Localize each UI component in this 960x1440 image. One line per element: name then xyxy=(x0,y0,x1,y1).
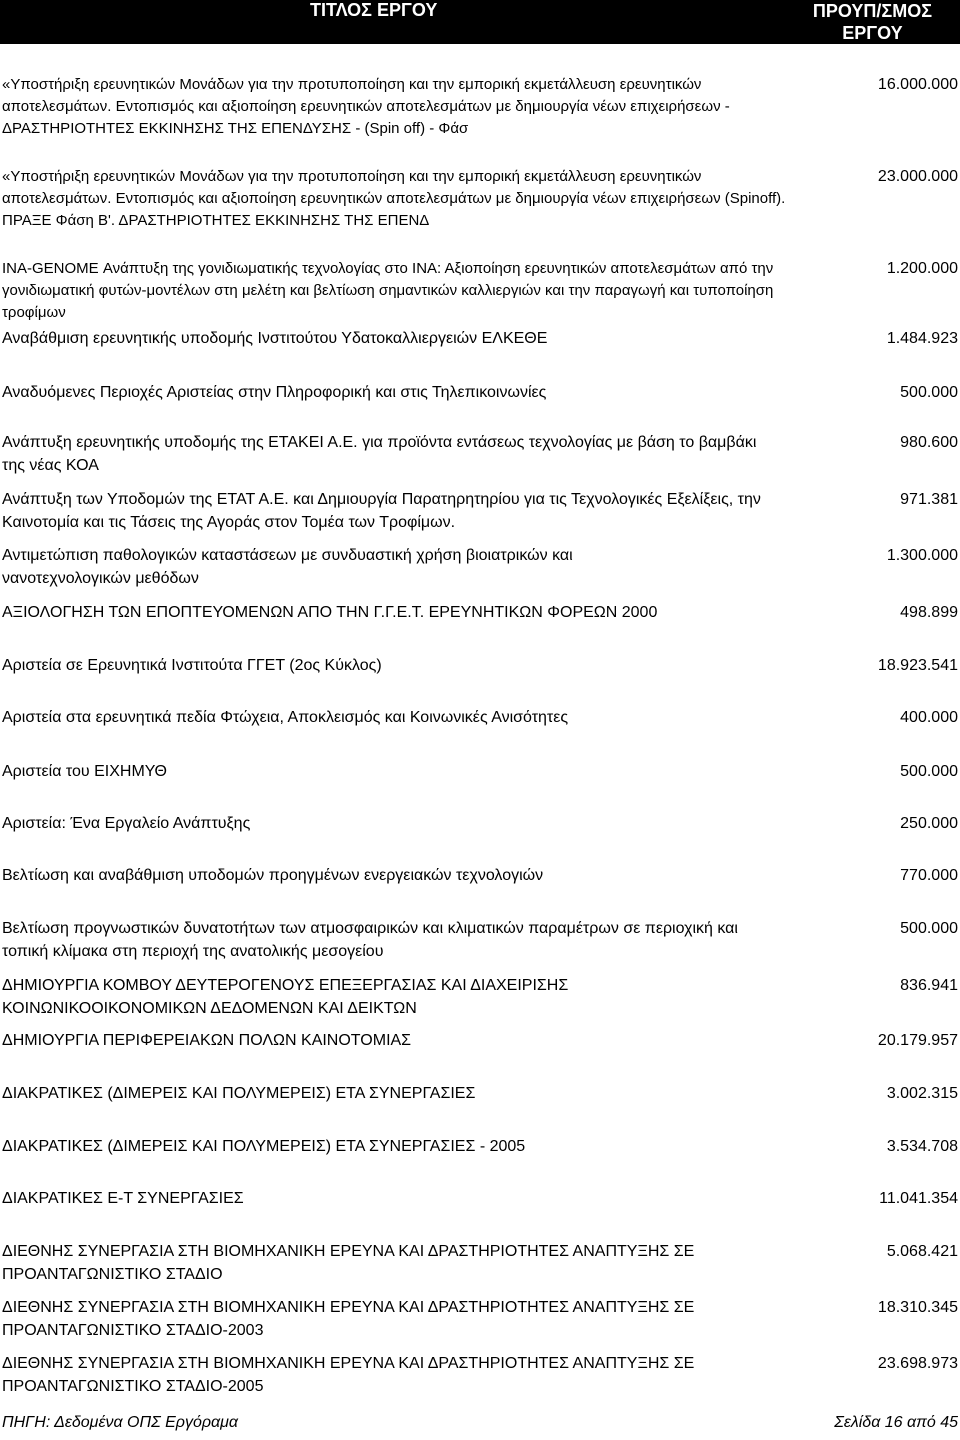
project-budget: 20.179.957 xyxy=(877,1032,958,1049)
source-note: ΠΗΓΗ: Δεδομένα ΟΠΣ Εργόραμα xyxy=(2,1414,239,1431)
project-budget: 500.000 xyxy=(900,763,958,780)
project-budget: 23.698.973 xyxy=(877,1355,958,1372)
project-title: Ανάπτυξη των Υποδομών της ΕΤΑΤ Α.Ε. και Δημιουργία Παρατηρητηρίου για τις Τεχνολογικές Εξελίξεις, την Καινοτομία και τις Τάσεις της Αγοράς στον Τομέα των Τροφίμων. xyxy=(2,491,761,531)
project-title: ΔΗΜΙΟΥΡΓΙΑ ΚΟΜΒΟΥ ΔΕΥΤΕΡΟΓΕΝΟΥΣ ΕΠΕΞΕΡΓΑΣΙΑΣ ΚΑΙ ΔΙΑΧΕΙΡΙΣΗΣ ΚΟΙΝΩΝΙΚΟΟΙΚΟΝΟΜΙΚΩΝ ΔΕΔΟΜΕΝΩΝ ΚΑΙ ΔΕΙΚΤΩΝ xyxy=(2,977,569,1017)
project-title: ΔΙΑΚΡΑΤΙΚΕΣ (ΔΙΜΕΡΕΙΣ ΚΑΙ ΠΟΛΥΜΕΡΕΙΣ) ΕΤΑ ΣΥΝΕΡΓΑΣΙΕΣ - 2005 xyxy=(2,1138,526,1155)
project-title: Βελτίωση προγνωστικών δυνατοτήτων των ατμοσφαιρικών και κλιματικών παραμέτρων σε περιοχική και τοπική κλίμακα στη περιοχή της ανατολικής μεσογείου xyxy=(2,920,738,960)
project-title: Αριστεία: Ένα Εργαλείο Ανάπτυξης xyxy=(2,815,251,832)
project-budget: 18.310.345 xyxy=(877,1299,958,1316)
project-budget: 836.941 xyxy=(900,977,958,994)
column-budget-heading-line2: ΕΡΓΟΥ xyxy=(842,23,903,43)
project-budget: 250.000 xyxy=(900,815,958,832)
project-title: Βελτίωση και αναβάθμιση υποδομών προηγμένων ενεργειακών τεχνολογιών xyxy=(2,867,544,884)
project-title: Αριστεία του ΕΙΧΗΜΥΘ xyxy=(2,763,167,780)
project-budget: 500.000 xyxy=(900,384,958,401)
project-budget: 5.068.421 xyxy=(886,1243,958,1260)
project-title: Αντιμετώπιση παθολογικών καταστάσεων με συνδυαστική χρήση βιοιατρικών και νανοτεχνολογικών μεθόδων xyxy=(2,547,573,587)
project-title: INA-GENOME Ανάπτυξη της γονιδιωματικής τεχνολογίας στο ΙΝΑ: Αξιοποίηση ερευνητικών αποτελεσμάτων από την γονιδιωματική φυτών-μοντέλων στη μελέτη και βελτίωση σημαντικών καλλιεργιών και την παραγωγή και τυποποίηση τροφίμων xyxy=(2,260,774,321)
project-budget: 23.000.000 xyxy=(877,168,958,185)
project-title: ΔΗΜΙΟΥΡΓΙΑ ΠΕΡΙΦΕΡΕΙΑΚΩΝ ΠΟΛΩΝ ΚΑΙΝΟΤΟΜΙΑΣ xyxy=(2,1032,412,1049)
project-title: Αριστεία σε Ερευνητικά Ινστιτούτα ΓΓΕΤ (2ος Κύκλος) xyxy=(2,657,382,674)
project-budget: 971.381 xyxy=(900,491,958,508)
project-budget: 1.200.000 xyxy=(886,260,958,277)
project-budget: 11.041.354 xyxy=(879,1190,958,1207)
table-header xyxy=(0,0,960,44)
project-budget: 3.534.708 xyxy=(886,1138,958,1155)
project-title: «Υποστήριξη ερευνητικών Μονάδων για την προτυποποίηση και την εμπορική εκμετάλλευση ερευνητικών αποτελεσμάτων. Εντοπισμός και αξιοποίηση ερευνητικών αποτελεσμάτων με δημιουργία νέων επιχειρήσεων (Spinoff). ΠΡΑΞΕ Φάση Β'. ΔΡΑΣΤΗΡΙΟΤΗΤΕΣ ΕΚΚΙΝΗΣΗΣ ΤΗΣ ΕΠΕΝΔ xyxy=(2,168,786,229)
project-budget: 980.600 xyxy=(900,434,958,451)
project-budget: 770.000 xyxy=(900,867,958,884)
project-title: ΔΙΕΘΝΗΣ ΣΥΝΕΡΓΑΣΙΑ ΣΤΗ ΒΙΟΜΗΧΑΝΙΚΗ ΕΡΕΥΝΑ ΚΑΙ ΔΡΑΣΤΗΡΙΟΤΗΤΕΣ ΑΝΑΠΤΥΞΗΣ ΣΕ ΠΡΟΑΝΤΑΓΩΝΙΣΤΙΚΟ ΣΤΑΔΙΟ xyxy=(2,1243,695,1283)
project-title: ΔΙΑΚΡΑΤΙΚΕΣ (ΔΙΜΕΡΕΙΣ ΚΑΙ ΠΟΛΥΜΕΡΕΙΣ) ΕΤΑ ΣΥΝΕΡΓΑΣΙΕΣ xyxy=(2,1085,476,1102)
column-budget-heading xyxy=(813,0,932,44)
project-title: ΔΙΕΘΝΗΣ ΣΥΝΕΡΓΑΣΙΑ ΣΤΗ ΒΙΟΜΗΧΑΝΙΚΗ ΕΡΕΥΝΑ ΚΑΙ ΔΡΑΣΤΗΡΙΟΤΗΤΕΣ ΑΝΑΠΤΥΞΗΣ ΣΕ ΠΡΟΑΝΤΑΓΩΝΙΣΤΙΚΟ ΣΤΑΔΙΟ-2003 xyxy=(2,1299,695,1339)
project-budget: 500.000 xyxy=(900,920,958,937)
project-budget: 18.923.541 xyxy=(877,657,958,674)
project-title: ΔΙΑΚΡΑΤΙΚΕΣ Ε-Τ ΣΥΝΕΡΓΑΣΙΕΣ xyxy=(2,1190,244,1207)
project-title: Αριστεία στα ερευνητικά πεδία Φτώχεια, Αποκλεισμός και Κοινωνικές Ανισότητες xyxy=(2,709,569,726)
project-title: ΑΞΙΟΛΟΓΗΣΗ ΤΩΝ ΕΠΟΠΤΕΥΟΜΕΝΩΝ ΑΠΟ ΤΗΝ Γ.Γ.Ε.Τ. ΕΡΕΥΝΗΤΙΚΩΝ ΦΟΡΕΩΝ 2000 xyxy=(2,604,658,621)
project-title: Αναδυόμενες Περιοχές Αριστείας στην Πληροφορική και στις Τηλεπικοινωνίες xyxy=(2,384,547,401)
project-budget: 1.300.000 xyxy=(886,547,958,564)
column-title-heading: ΤΙΤΛΟΣ ΕΡΓΟΥ xyxy=(310,0,438,20)
project-title: Ανάπτυξη ερευνητικής υποδομής της ΕΤΑΚΕΙ Α.Ε. για προϊόντα εντάσεως τεχνολογίας με βάση το βαμβάκι της νέας ΚΟΑ xyxy=(2,434,757,474)
project-budget: 1.484.923 xyxy=(886,330,958,347)
column-budget-heading-line1: ΠΡΟΥΠ/ΣΜΟΣ xyxy=(812,1,932,21)
project-title: «Υποστήριξη ερευνητικών Μονάδων για την προτυποποίηση και την εμπορική εκμετάλλευση ερευνητικών αποτελεσμάτων. Εντοπισμός και αξιοποίηση ερευνητικών αποτελεσμάτων με δημιουργία νέων επιχειρήσεων - ΔΡΑΣΤΗΡΙΟΤΗΤΕΣ ΕΚΚΙΝΗΣΗΣ ΤΗΣ ΕΠΕΝΔΥΣΗΣ - (Spin off) - Φάσ xyxy=(2,76,730,137)
project-budget: 400.000 xyxy=(900,709,958,726)
project-budget: 498.899 xyxy=(900,604,958,621)
project-budget: 16.000.000 xyxy=(877,76,958,93)
page-number: Σελίδα 16 από 45 xyxy=(834,1414,958,1431)
project-title: Αναβάθμιση ερευνητικής υποδομής Ινστιτούτου Υδατοκαλλιεργειών ΕΛΚΕΘΕ xyxy=(2,330,548,347)
project-title: ΔΙΕΘΝΗΣ ΣΥΝΕΡΓΑΣΙΑ ΣΤΗ ΒΙΟΜΗΧΑΝΙΚΗ ΕΡΕΥΝΑ ΚΑΙ ΔΡΑΣΤΗΡΙΟΤΗΤΕΣ ΑΝΑΠΤΥΞΗΣ ΣΕ ΠΡΟΑΝΤΑΓΩΝΙΣΤΙΚΟ ΣΤΑΔΙΟ-2005 xyxy=(2,1355,695,1395)
project-budget: 3.002.315 xyxy=(886,1085,958,1102)
